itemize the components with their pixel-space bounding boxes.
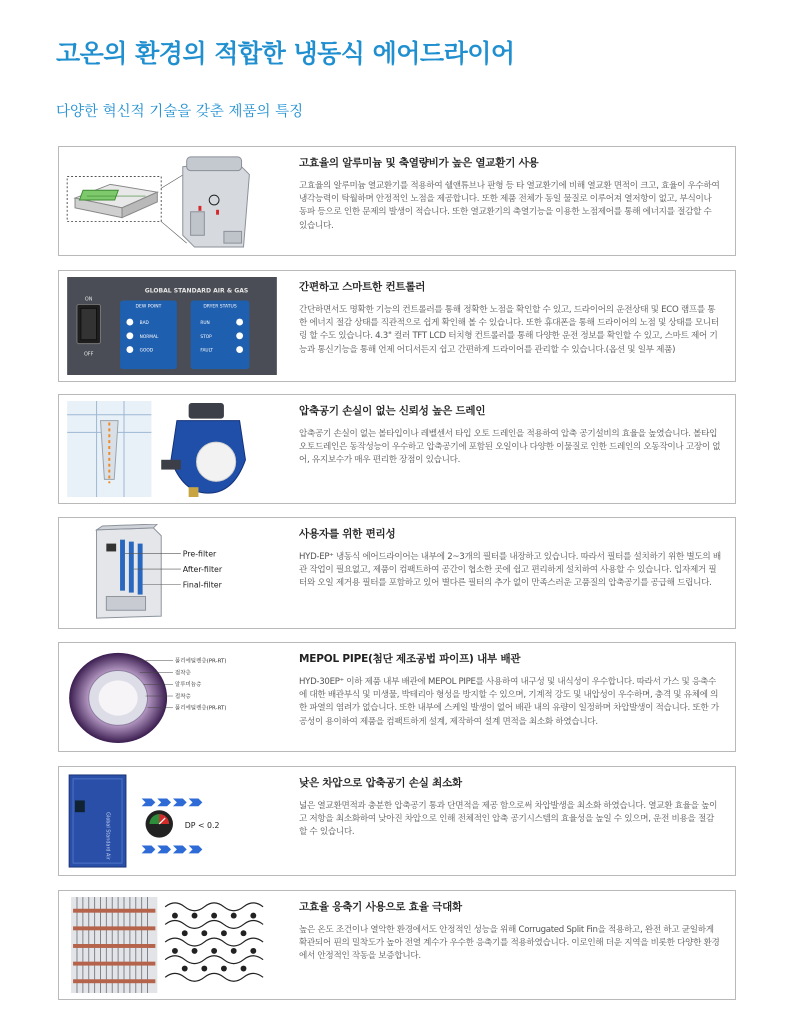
dew-item-normal: NORMAL xyxy=(139,334,159,340)
feature-body: 높은 온도 조건이나 열악한 환경에서도 안정적인 성능을 위해 Corrugated Split Fin을 적용하고, 완전 하고 균일하게 확관되어 핀의 밀착도가 높아 전열 계수가 우수한 응축기를 적용하였습니다. 이로인해 더운 지역을 비롯한 다양한 환경에서 안정적인 작동을 보증합니다. xyxy=(299,925,720,962)
status-item-fault: FAULT xyxy=(200,348,214,354)
final-filter-label: Final-filter xyxy=(182,580,222,590)
feature-heading: 압축공기 손실이 없는 신뢰성 높은 드레인 xyxy=(299,405,486,417)
controller-panel-image xyxy=(65,277,279,375)
pressure-drop-image xyxy=(65,773,279,869)
feature-heading: 사용자를 위한 편리성 xyxy=(299,528,396,540)
pipe-layer-5: 폴리에틸렌층(PR-RT) xyxy=(174,705,227,712)
after-filter-label: After-filter xyxy=(182,565,223,575)
dp-label: DP < 0.2 xyxy=(184,820,220,830)
feature-heading: 간편하고 스마트한 컨트롤러 xyxy=(299,281,426,293)
feature-card-drain xyxy=(58,394,736,504)
feature-card-condenser xyxy=(58,890,736,1000)
status-item-stop: STOP xyxy=(200,334,212,340)
feature-body: 압축공기 손실이 없는 볼타입이나 레벨센서 타입 오토 드레인을 적용하여 압축 공기설비의 효율을 높였습니다. 볼타입 오토드레인은 동작성능이 우수하고 압축공기에 포함된 오일이나 다양한 이물질로 인한 드레인의 오동작이나 고장이 없어, 유지보수가 매우 편리한 장점이 있습니다. xyxy=(299,429,721,466)
panel-on-label: ON xyxy=(84,296,93,303)
feature-heading: 고효율의 알루미늄 및 축열량비가 높은 열교환기 사용 xyxy=(299,157,539,169)
panel-brand-label: GLOBAL STANDARD AIR & GAS xyxy=(144,287,249,295)
pipe-layer-1: 폴리에틸렌층(PR-RT) xyxy=(174,658,227,665)
feature-heading: MEPOL PIPE(첨단 제조공법 파이프) 내부 배관 xyxy=(299,653,521,665)
heat-exchanger-image xyxy=(65,153,279,249)
cabinet-brand-text: Global Standard Air xyxy=(104,812,111,860)
dew-point-label: DEW POINT xyxy=(135,304,162,310)
pipe-layer-3: 알루미늄층 xyxy=(174,682,202,689)
feature-heading: 낮은 차압으로 압축공기 손실 최소화 xyxy=(299,777,462,789)
feature-card-low-pressure-drop xyxy=(58,766,736,876)
dew-item-good: GOOD xyxy=(139,348,154,354)
feature-body: 넓은 열교환면적과 충분한 압축공기 통과 단면적을 제공 함으로써 차압발생을 최소화 하였습니다. 열교환 효율을 높이고 저항을 최소화하여 낮아진 차압으로 인해 전체적인 압축 공기시스템의 효율성을 높일 수 있으며, 운전 비용을 절감할 수 있습니다. xyxy=(299,801,718,838)
dryer-status-label: DRYER STATUS xyxy=(203,304,237,310)
pipe-layer-2: 접착층 xyxy=(174,670,191,677)
feature-body: HYD-30EP⁺ 이하 제품 내부 배관에 MEPOL PIPE를 사용하여 내구성 및 내식성이 우수합니다. 따라서 가스 및 응축수에 대한 배관부식 및 미생물, 박테리아 형성을 방지할 수 있으며, 기계적 강도 및 내압성이 우수하며, 충격 및 유체에 의한 파열의 염려가 없습니다. 또한 내부에 스케일 발생이 없어 배관 내의 유량이 일정하며 차압발생이 적습니다. 또한 가공성이 용이하여 제품을 컴팩트하게 설계, 제작하여 설계 면적을 최소화 하였습니다. xyxy=(299,677,719,727)
panel-off-label: OFF xyxy=(83,351,94,358)
feature-body: 고효율의 알루미늄 열교환기를 적용하여 쉘앤튜브나 판형 등 타 열교환기에 비해 열교환 면적이 크고, 효율이 우수하여 냉각능력이 탁월하며 안정적인 노점을 제공합니다. 또한 제품 전체가 동일 물질로 이루어져 열저항이 없고, 부식이나 동파 등으로 인한 문제의 발생이 적습니다. 또한 열교환기의 축열기능을 이용한 노점제어를 통해 에너지를 절감할 수 있습니다. xyxy=(299,181,720,231)
feature-body: HYD-EP⁺ 냉동식 에어드라이어는 내부에 2~3개의 필터를 내장하고 있습니다. 따라서 필터를 설치하기 위한 별도의 배관 작업이 필요없고, 제품이 컴팩트하여 공간이 협소한 곳에 쉽고 편리하게 설치하여 사용할 수 있습니다. 입자제거 필터와 오일 제거용 필터를 포함하고 있어 별다른 필터의 추가 없이 만족스러운 고품질의 압축공기를 공급해 드립니다. xyxy=(299,552,721,589)
page-subtitle: 다양한 혁신적 기술을 갖춘 제품의 특징 xyxy=(56,104,304,120)
mepol-pipe-image xyxy=(65,649,279,745)
feature-card-mepol-pipe xyxy=(58,642,736,752)
auto-drain-image xyxy=(65,401,279,497)
feature-card-filters xyxy=(58,517,736,629)
dew-item-bad: BAD xyxy=(139,321,149,327)
pre-filter-label: Pre-filter xyxy=(182,549,217,559)
feature-heading: 고효율 응축기 사용으로 효율 극대화 xyxy=(299,901,462,913)
status-item-run: RUN xyxy=(200,321,210,327)
condenser-fin-image xyxy=(65,897,279,993)
feature-card-heat-exchanger xyxy=(58,146,736,256)
feature-card-controller xyxy=(58,270,736,382)
internal-filters-image xyxy=(65,524,279,622)
pipe-layer-4: 접착층 xyxy=(174,693,191,700)
page-title: 고온의 환경의 적합한 냉동식 에어드라이어 xyxy=(56,39,515,68)
feature-body: 간단하면서도 명확한 기능의 컨트롤러를 통해 정확한 노점을 확인할 수 있고, 드라이어의 운전상태 및 ECO 램프를 통한 에너지 절감 상태를 직관적으로 쉽게 확인해 볼 수 있습니다. 또한 휴대폰을 통해 드라이어의 노점 및 상태를 모니터링 할 수도 있습니다. 4.3" 컬러 TFT LCD 터치형 컨트롤러를 통해 다양한 운전 정보를 확인할 수 있고, 스마트 제어 기능과 통신기능을 통해 언제 어디서든지 쉽고 간편하게 드라이어를 관리할 수 있습니다.(옵션 및 일부 제품) xyxy=(299,305,719,355)
